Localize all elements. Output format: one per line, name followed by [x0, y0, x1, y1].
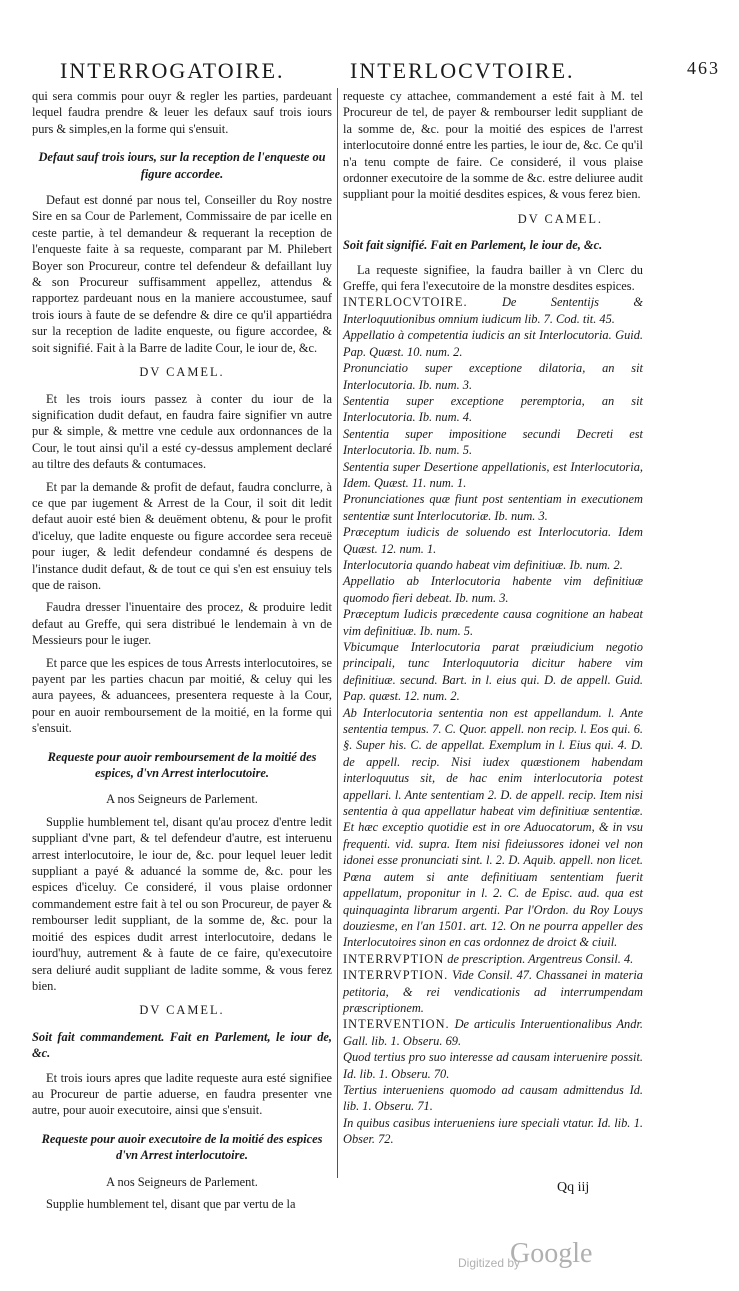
index-entry-lead: INTERVENTION. [343, 1017, 450, 1032]
index-entry: Sententia super exceptione peremptoria, an sit Interlocutoria. Ib. num. 4. [343, 393, 643, 425]
index-entry: Pronunciatio super exceptione dilatoria, an sit Interlocutoria. Ib. num. 3. [343, 361, 643, 392]
index-entry-lead: INTERRVPTION [343, 951, 445, 966]
index-entry-lead: INTERRVPTION. [343, 968, 449, 983]
index-entry-text: de prescription. Argentreus Consil. 4. [447, 951, 634, 966]
right-column [343, 88, 643, 1188]
paragraph: Supplie humblement tel, disant qu'au procez d'entre ledit suppliant d'vne part, & tel defendeur d'autre, est interuenu arrest interlocutoire, le iour de, &c. pour lequel leuer ledit suppliant a payé & aduancé la somme de, &c. pour les espices d'iceluy. Ce consideré, il vous plaise ordonner commandement estre fait à tel ou son Procureur, de payer & rembourser ledit suppliant, de la somme de, &c. pour la moitié des espices dudit arrest interlocutoire, dedans le iourd'huy, autrement & à faute de ce faire, qu'executoire sera deliuré audit suppliant de ladite somme, & vous ferez bien. [32, 814, 332, 993]
paragraph: Supplie humblement tel, disant que par vertu de la [46, 1196, 296, 1211]
index-entry: Ab Interlocutoria sententia non est appellandum. l. Ante sententia tempus. 7. C. Quor. appell. non recip. l. Eos qui. 6. §. Super his. C. de appellat. Exemplum in l. Eius qui. 4. D. de appell. recip. Nisi iudex quæstionem habendam interloquutus sit, de hac enim interlocutoria potest appellari. l. Ante sententiam 2. D. de appell. recip. Item nisi sententia à qua appellatur habeat vim definitiuæ sententiæ. Et hæc exceptio quotidie est in ore Aduocatorum, & in vsu frequenti. vid. supra. Item nisi fideiussores idonei vel non idonei esse pronunciati sint. l. 2. D. Aquib. appell. non licet. Pœna autem si ante definitiuam sententiam fuerit appellatum, proponitur in l. 2. C. de Episc. aud. qua est quinquaginta librarum argenti. Par l'Ordon. du Roy Louys douziesme, en l'an 1501. art. 12. On ne pourra appeller des Interlocutoires sinon en cas ordonnez de droict & ciuil. [343, 705, 643, 950]
section-heading: Requeste pour auoir executoire de la moitié des espices d'vn Arrest interlocutoire. [41, 1131, 323, 1163]
index-entry: Vbicumque Interlocutoria parat præiudicium negotio principali, tunc Interloquutoria dicitur habere vim definitiuæ. secund. Bart. in l. eius qui. D. de appell. Guid. Pap. quæst. 12. num. 2. [343, 640, 643, 704]
index-entry [343, 1016, 643, 1049]
index-entry: Pronunciationes quæ fiunt post sententiam in executionem sententiæ sunt Interlocutoriæ. Ib. num. 3. [343, 492, 643, 523]
index-entry: Appellatio à competentia iudicis an sit Interlocutoria. Guid. Pap. Quæst. 10. num. 2. [343, 328, 643, 359]
index-entry: Præceptum Iudicis præcedente causa cognitione an habeat vim definitiuæ. Ib. num. 5. [343, 607, 643, 638]
section-heading: Requeste pour auoir remboursement de la moitié des espices, d'vn Arrest interlocutoire. [47, 749, 317, 781]
index-entry [343, 294, 643, 327]
address-line: A nos Seigneurs de Parlement. [106, 1174, 258, 1189]
index-entry: Sententia super impositione secundi Decreti est Interlocutoria. Ib. num. 5. [343, 426, 643, 458]
index-entry [343, 967, 643, 1016]
index-entry: Quod tertius pro suo interesse ad causam interuenire possit. Id. lib. 1. Obseru. 70. [343, 1050, 643, 1081]
paragraph: Et par la demande & profit de defaut, faudra conclurre, à ce que par iugement & Arrest de la Cour, il soit dit ledit defaut auoir esté bien & deuëment obtenu, & pour le profit d'iceluy, que ladite enqueste ou figure accordee sera receuë pour iuger, & ledit defendeur condamné és despens de l'instance dudit defaut, & de tout ce qui s'en est ensuiuy tels que de raison. [32, 479, 332, 592]
signature: DV CAMEL. [517, 211, 603, 226]
watermark-small-text: Digitized by [458, 1256, 521, 1270]
index-entry-text: Vide Consil. 47. Chassanei in materia petitoria, & rei vendicationis ad interrumpendam præscriptionem. [343, 968, 643, 1015]
index-entry: Appellatio ab Interlocutoria habente vim definitiuæ quomodo fieri debeat. Ib. num. 3. [343, 574, 643, 605]
index-entry: Sententia super Desertione appellationis, est Interlocutoria, Idem. Quæst. 11. num. 1. [343, 459, 643, 490]
paragraph: Defaut est donné par nous tel, Conseiller du Roy nostre Sire en sa Cour de Parlement, Commissaire de par icelle en ceste partie, à tel demandeur & requerant la reception de l'enqueste faite à sa requeste, comparant par M. Philebert Boyer son Procureur, contre tel defendeur & defaillant luy & son Procureur suffisamment appellez, attendus & rapportez pardeuant nous en la maniere accoustumee, sauf trois iours à faute de se defendre & dire ce qu'il appartiédra sur la reception de ladite enqueste, ou figure accordee, & soit signifié. Fait à la Barre de ladite Cour, le iour de, &c. [32, 193, 332, 355]
running-head-left: INTERROGATOIRE. [60, 58, 285, 83]
index-entry-text: De Sententijs & Interloquutionibus omnium iudicum lib. 7. Cod. tit. 45. [343, 295, 643, 326]
index-entry-lead: INTERLOCVTOIRE. [343, 295, 468, 310]
court-order-line: Soit fait signifié. Fait en Parlement, le iour de, &c. [343, 238, 603, 253]
paragraph: Et trois iours apres que ladite requeste aura esté signifiee au Procureur de partie aduerse, en faudra presenter vne autre, pour auoir executoire, ainsi que s'ensuit. [32, 1070, 332, 1118]
address-line: A nos Seigneurs de Parlement. [106, 792, 258, 807]
signature: DV CAMEL. [139, 1003, 225, 1018]
column-divider [337, 88, 338, 1178]
left-column [32, 88, 332, 1211]
paragraph: Et les trois iours passez à conter du iour de la signification dudit defaut, en faudra faire signifier vn autre pur & simple, & mettre vne cedule aux ordonnances de la Cour, le tout ainsi qu'il a esté cy-dessus amplement declaré au tiltre des defauts & contumaces. [32, 391, 332, 472]
paragraph: Et parce que les espices de tous Arrests interlocutoires, se payent par les parties chacun par moitié, & celuy qui les aura payees, & aduancees, presentera requeste à la Cour, pour en auoir remboursement de la moitié, en la forme qui s'ensuit. [32, 655, 332, 736]
paragraph: Faudra dresser l'inuentaire des procez, & produire ledit defaut au Greffe, qui sera distribué le lendemain à vn de Messieurs pour le iuger. [32, 600, 332, 648]
index-entry: Interlocutoria quando habeat vim definitiuæ. Ib. num. 2. [343, 557, 623, 572]
index-entry: Præceptum iudicis de soluendo est Interlocutoria. Idem Quæst. 12. num. 1. [343, 525, 643, 556]
google-logo: Google [510, 1238, 593, 1269]
index-entry: In quibus casibus interueniens iure speciali vtatur. Id. lib. 1. Obser. 72. [343, 1115, 643, 1147]
index-entry: Tertius interueniens quomodo ad causam admittendus Id. lib. 1. Obseru. 71. [343, 1082, 643, 1114]
catchword: Qq iij [557, 1180, 590, 1195]
paragraph: La requeste signifiee, la faudra bailler à vn Clerc du Greffe, qui fera l'executoire de la monstre desdites espices. [343, 262, 643, 294]
section-heading: Defaut sauf trois iours, sur la reception de l'enqueste ou figure accordee. [38, 150, 326, 181]
page-number: 463 [687, 58, 720, 78]
court-order-line: Soit fait commandement. Fait en Parlement, le iour de, &c. [32, 1029, 332, 1061]
index-entry [343, 951, 643, 967]
paragraph: requeste cy attachee, commandement a esté fait à M. tel Procureur de tel, de payer & rembourser ledit suppliant de la somme de, &c. pour la moitié des espices de l'arrest interlocutoire donné entre les parties, le iour de, &c. Ce qu'il n'a tenu compte de faire. Ce consideré, il vous plaise ordonner executoire de la somme de &c. estre deliuree audit suppliant pour la moitié desdites espices, & vous ferez bien. [343, 89, 643, 202]
running-head [60, 58, 720, 90]
running-head-right: INTERLOCVTOIRE. [350, 58, 575, 83]
paragraph: qui sera commis pour ouyr & regler les parties, pardeuant lequel faudra prendre & leuer les defaux sauf trois iours purs & simples,en la forme qui s'ensuit. [32, 89, 332, 136]
index-entry-text: De articulis Interuentionalibus Andr. Gall. lib. 1. Obseru. 69. [343, 1017, 643, 1048]
signature: DV CAMEL. [139, 365, 225, 380]
